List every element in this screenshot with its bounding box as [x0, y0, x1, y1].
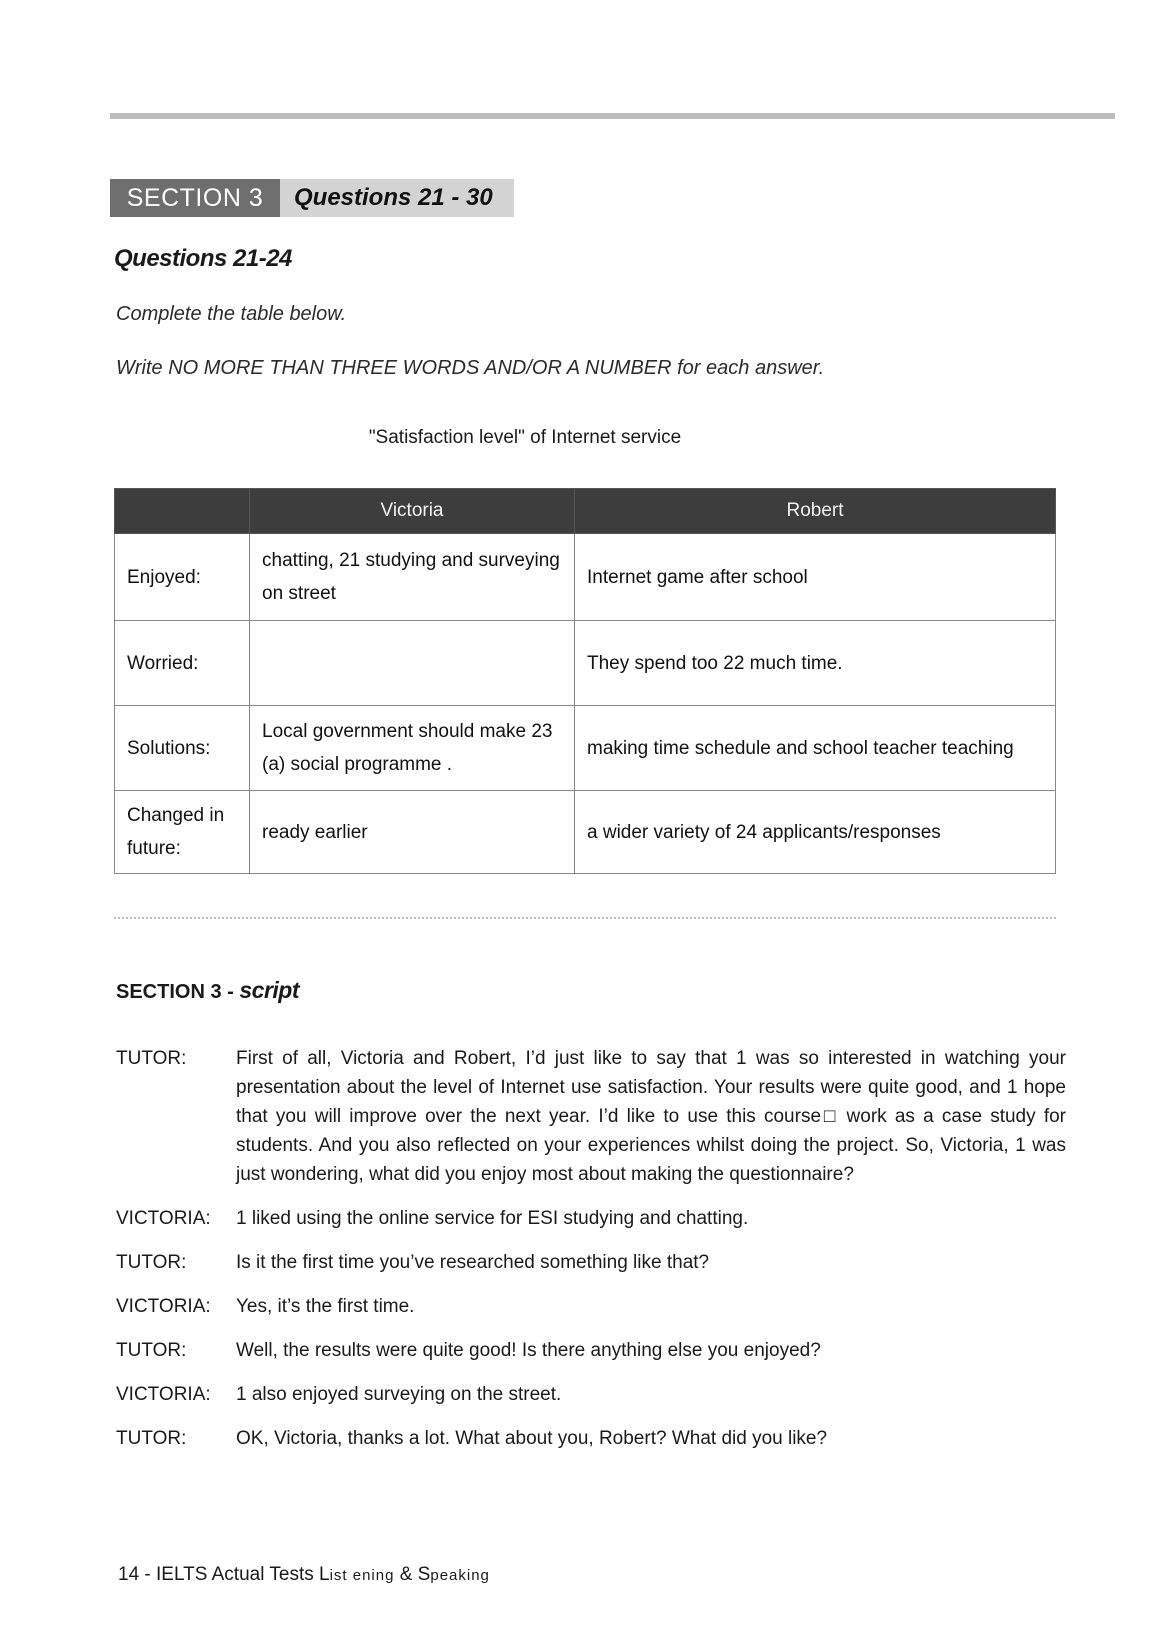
speech: Is it the first time you’ve researched something like that?	[236, 1252, 710, 1273]
speaker: TUTOR:	[116, 1048, 187, 1069]
script-heading	[116, 977, 299, 1004]
table-row	[115, 534, 1056, 621]
table-row	[115, 706, 1056, 791]
questions-subheading: Questions 21-24	[114, 245, 292, 272]
row-label: Worried:	[115, 621, 250, 706]
footer-amp: & S	[394, 1564, 431, 1585]
robert-cell: making time schedule and school teacher teaching	[575, 706, 1056, 791]
speech: 1 liked using the online service for ESI studying and chatting.	[236, 1208, 749, 1229]
top-rule	[110, 113, 1115, 119]
victoria-cell	[250, 621, 575, 706]
speech: Yes, it’s the first time.	[236, 1296, 415, 1317]
dotted-divider	[114, 917, 1056, 919]
speech: 1 also enjoyed surveying on the street.	[236, 1384, 562, 1405]
section-questions: Questions 21 - 30	[280, 179, 514, 217]
instruction-complete: Complete the table below.	[116, 303, 347, 325]
header-robert: Robert	[575, 489, 1056, 534]
footer-page: 14 - IELTS Actual Tests L	[118, 1564, 330, 1585]
robert-cell: They spend too 22 much time.	[575, 621, 1056, 706]
speaker: TUTOR:	[116, 1428, 187, 1449]
speaker: TUTOR:	[116, 1340, 187, 1361]
header-victoria: Victoria	[250, 489, 575, 534]
instruction-word-limit: Write NO MORE THAN THREE WORDS AND/OR A NUMBER for each answer.	[116, 357, 825, 379]
table-row	[115, 791, 1056, 874]
speaker: VICTORIA:	[116, 1208, 211, 1229]
script-heading-italic: script	[239, 977, 299, 1003]
footer-ening: ening	[347, 1567, 395, 1584]
footer-ist: ist	[329, 1567, 348, 1584]
section-header	[110, 179, 514, 217]
dialogue-line	[116, 1424, 1066, 1453]
victoria-cell: chatting, 21 studying and surveying on street	[250, 534, 575, 621]
speech: Well, the results were quite good! Is there anything else you enjoyed?	[236, 1340, 821, 1361]
dialogue-line	[116, 1204, 1066, 1233]
speech: OK, Victoria, thanks a lot. What about you, Robert? What did you like?	[236, 1428, 828, 1449]
speaker: VICTORIA:	[116, 1384, 211, 1405]
speech: First of all, Victoria and Robert, I’d just like to say that 1 was so interested in watching your presentation about the level of Internet use satisfaction. Your results were quite good, and 1 hope that you will improve over the next year. I’d like to use this course□ work as a case study for students. And you also reflected on your experiences whilst doing the project. So, Victoria, 1 was just wondering, what did you enjoy most about making the questionnaire?	[236, 1048, 1066, 1185]
speaker: TUTOR:	[116, 1252, 187, 1273]
dialogue-line	[116, 1380, 1066, 1409]
table-header-row	[115, 489, 1056, 534]
dialogue-line	[116, 1248, 1066, 1277]
page-footer	[118, 1564, 490, 1586]
header-empty	[115, 489, 250, 534]
table-row	[115, 621, 1056, 706]
row-label: Enjoyed:	[115, 534, 250, 621]
speaker: VICTORIA:	[116, 1296, 211, 1317]
dialogue-line	[116, 1336, 1066, 1365]
script-heading-prefix: SECTION 3 -	[116, 981, 240, 1003]
satisfaction-table	[114, 488, 1056, 874]
row-label: Changed in future:	[115, 791, 250, 874]
dialogue-line	[116, 1044, 1066, 1189]
footer-peaking: peaking	[430, 1567, 490, 1584]
section-label: SECTION 3	[110, 179, 280, 217]
victoria-cell: Local government should make 23 (a) social programme .	[250, 706, 575, 791]
victoria-cell: ready earlier	[250, 791, 575, 874]
robert-cell: Internet game after school	[575, 534, 1056, 621]
script-dialogue	[116, 1044, 1066, 1468]
dialogue-line	[116, 1292, 1066, 1321]
table-title: "Satisfaction level" of Internet service	[368, 427, 682, 448]
robert-cell: a wider variety of 24 applicants/responses	[575, 791, 1056, 874]
row-label: Solutions:	[115, 706, 250, 791]
